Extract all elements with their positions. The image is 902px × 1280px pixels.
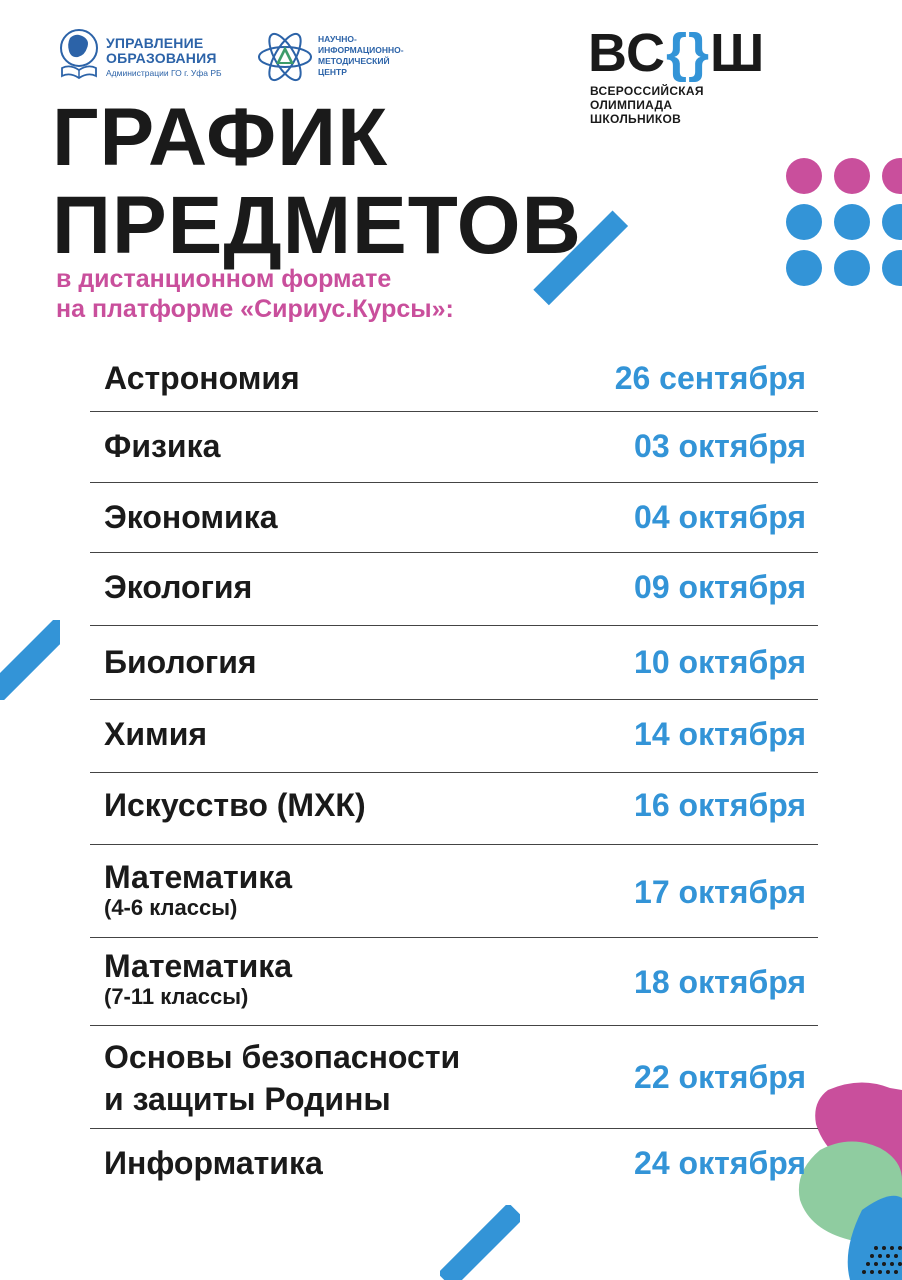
vsosh-logo-mark <box>588 23 766 83</box>
schedule-row <box>90 773 818 845</box>
subject-title: Математика <box>104 859 293 895</box>
title-line: ПРЕДМЕТОВ <box>52 180 582 271</box>
subject-date: 26 сентября <box>614 360 806 396</box>
subject-name <box>104 859 292 921</box>
uo-line3: Администрации ГО г. Уфа РБ <box>106 68 222 78</box>
vsosh-logo-text <box>590 84 704 126</box>
subject-note: (4-6 классы) <box>104 895 238 920</box>
subject-date: 04 октября <box>634 499 806 535</box>
dot-grid-decoration <box>782 156 902 296</box>
subject-name: Химия <box>104 716 208 752</box>
schedule-row <box>90 700 818 773</box>
subject-date: 03 октября <box>634 428 806 464</box>
schedule-row <box>90 1129 818 1199</box>
vsosh-mark-left: ВС <box>588 23 666 83</box>
schedule-row <box>90 1026 818 1129</box>
nimc-logo-text <box>318 34 404 78</box>
stripe-decoration <box>0 620 60 700</box>
nimc-line: ИНФОРМАЦИОННО- <box>318 45 404 55</box>
subject-name: Астрономия <box>104 360 300 396</box>
subject-name: Физика <box>104 428 221 464</box>
subject-date: 16 октября <box>634 787 806 823</box>
vsosh-line: ШКОЛЬНИКОВ <box>590 112 682 126</box>
schedule-row <box>90 553 818 626</box>
page-subtitle <box>56 264 454 324</box>
schedule-row <box>90 938 818 1026</box>
schedule-row <box>90 845 818 938</box>
uo-line2: ОБРАЗОВАНИЯ <box>106 50 217 66</box>
vsosh-mark-right: Ш <box>709 23 766 83</box>
subject-name: Искусство (МХК) <box>104 787 366 823</box>
subject-date: 18 октября <box>634 964 806 1000</box>
stripe-decoration <box>440 1205 520 1280</box>
schedule-row <box>90 344 818 412</box>
subject-name <box>104 1036 460 1120</box>
subject-name: Информатика <box>104 1145 323 1181</box>
subject-date: 14 октября <box>634 716 806 752</box>
subject-date: 10 октября <box>634 644 806 680</box>
subject-date: 22 октября <box>634 1059 806 1095</box>
title-line: ГРАФИК <box>52 92 389 183</box>
subtitle-line: в дистанционном формате <box>56 265 392 293</box>
subject-note: (7-11 классы) <box>104 984 249 1009</box>
nimc-line: МЕТОДИЧЕСКИЙ <box>318 56 390 66</box>
uo-emblem-icon <box>56 28 102 80</box>
subtitle-line: на платформе «Сириус.Курсы»: <box>56 295 454 323</box>
subject-date: 17 октября <box>634 874 806 910</box>
vsosh-line: ОЛИМПИАДА <box>590 98 673 112</box>
subject-name: Биология <box>104 644 257 680</box>
schedule-row <box>90 626 818 700</box>
vsosh-mark-open: { <box>665 23 688 83</box>
subject-date: 24 октября <box>634 1145 806 1181</box>
subject-title: Математика <box>104 948 293 984</box>
nimc-line: НАУЧНО- <box>318 34 357 44</box>
subject-title: Основы безопасности <box>104 1039 461 1075</box>
uo-logo-text <box>106 36 222 78</box>
subject-name <box>104 948 292 1010</box>
vsosh-mark-close: } <box>687 23 710 83</box>
uo-line1: УПРАВЛЕНИЕ <box>106 35 204 51</box>
subject-name: Экология <box>104 569 253 605</box>
subject-date: 09 октября <box>634 569 806 605</box>
subject-note: и защиты Родины <box>104 1081 391 1117</box>
page-title <box>52 94 582 270</box>
schedule-row <box>90 412 818 483</box>
atom-icon <box>256 28 314 86</box>
nimc-line: ЦЕНТР <box>318 67 347 77</box>
vsosh-line: ВСЕРОССИЙСКАЯ <box>590 84 704 98</box>
schedule-row <box>90 483 818 553</box>
subject-name: Экономика <box>104 499 278 535</box>
